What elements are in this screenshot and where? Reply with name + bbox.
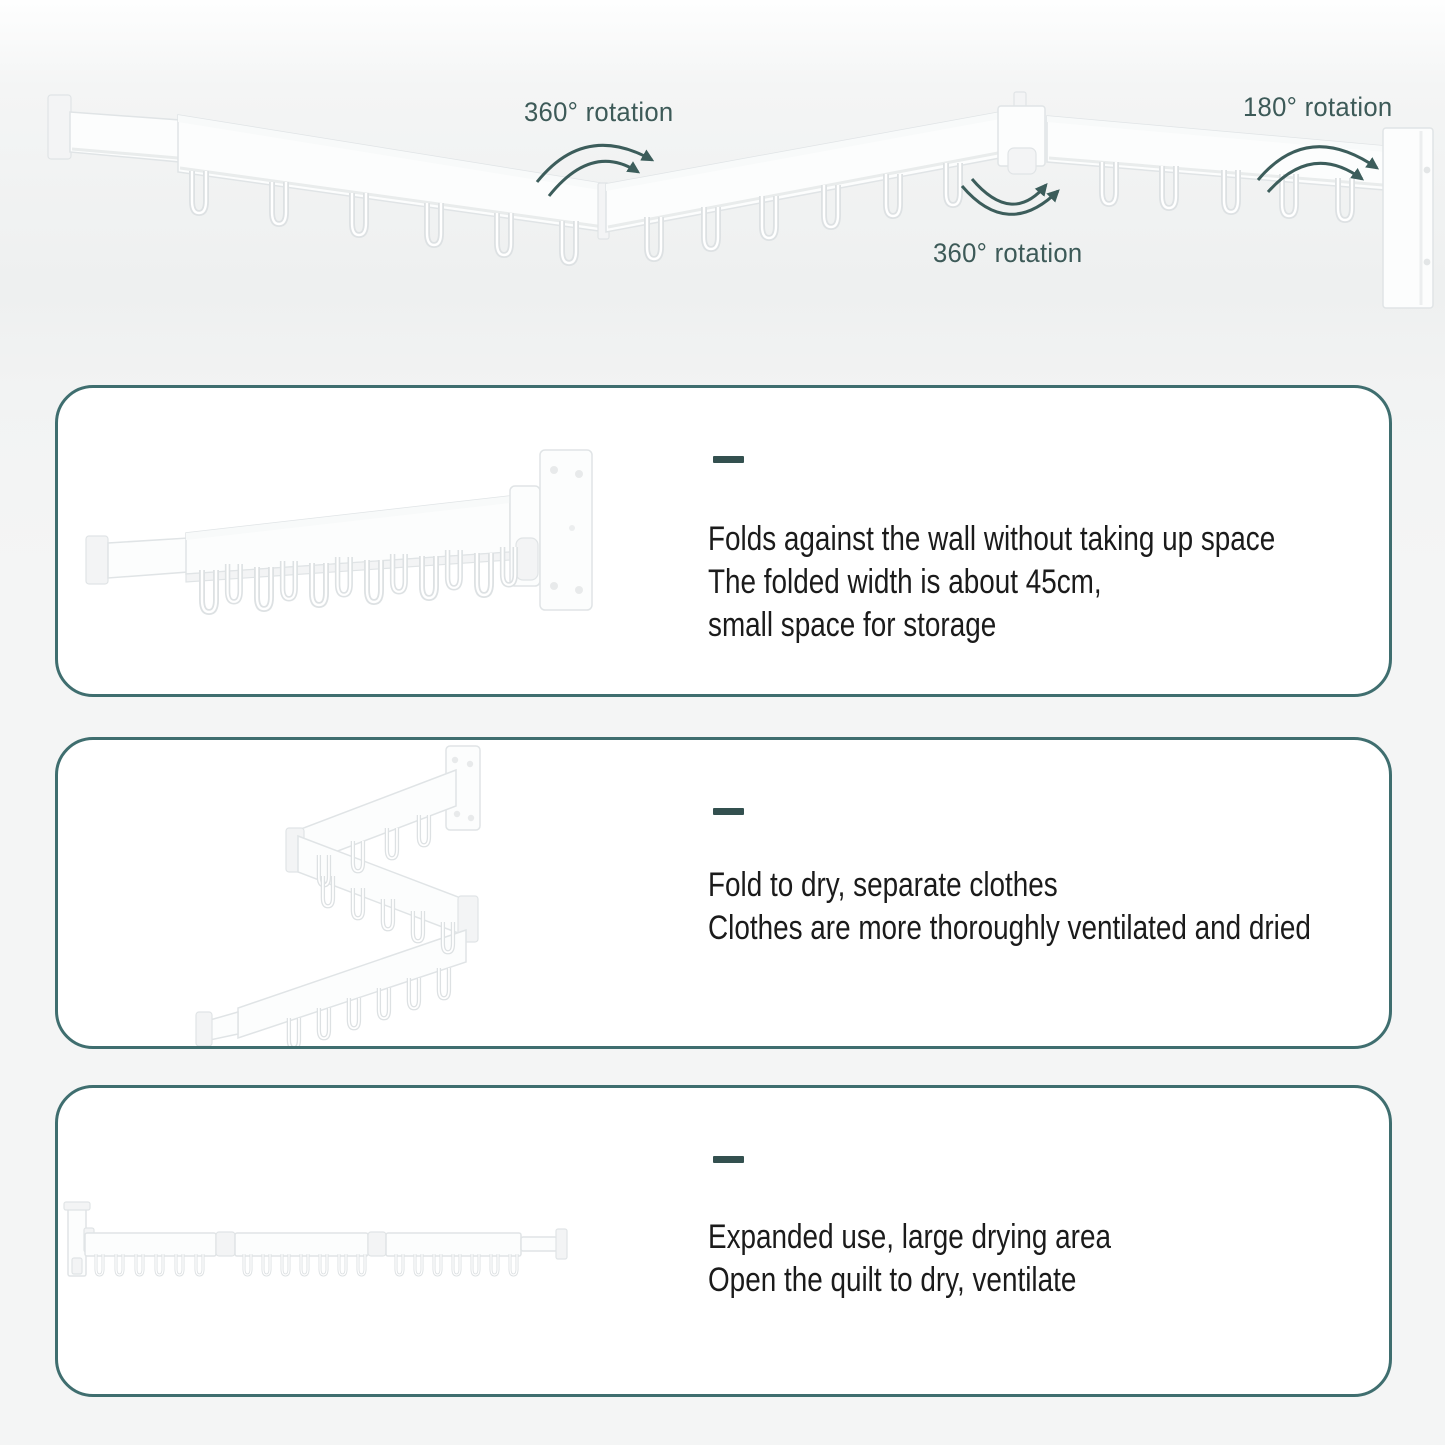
text-line: The folded width is about 45cm, [708, 563, 1102, 601]
annotation-180-right: 180° rotation [1243, 92, 1393, 122]
feature-panel-zigzag [55, 737, 1392, 1049]
annotation-360-left: 360° rotation [524, 97, 674, 127]
expanded-hooks [96, 1254, 517, 1275]
product-image-zigzag [58, 740, 618, 1046]
folded-wall-plate [540, 450, 592, 610]
feature-panel-folded [55, 385, 1392, 697]
hero-arm-left [178, 115, 609, 239]
hero-section [0, 0, 1445, 365]
hero-arm-right [1047, 116, 1385, 190]
hero-wall-mount [1383, 128, 1433, 308]
panel-text-zigzag [708, 864, 1443, 950]
text-line: Open the quilt to dry, ventilate [708, 1261, 1077, 1299]
text-line: Expanded use, large drying area [708, 1218, 1111, 1256]
text-line: Folds against the wall without taking up space [708, 520, 1276, 558]
hero-extension-rod [48, 95, 180, 162]
panel-text-folded [708, 518, 1400, 647]
dash-accent [713, 808, 744, 815]
annotation-360-middle: 360° rotation [933, 238, 1083, 268]
panel-text-expanded [708, 1216, 1199, 1302]
text-line: Fold to dry, separate clothes [708, 866, 1058, 904]
dash-accent [713, 1156, 744, 1163]
hero-middle-joint [998, 92, 1045, 174]
dash-accent [713, 456, 744, 463]
rotation-arrows-middle [962, 179, 1058, 214]
product-image-folded [58, 388, 618, 694]
text-line: small space for storage [708, 606, 997, 644]
feature-panel-expanded [55, 1085, 1392, 1397]
folded-extension-rod [86, 536, 188, 584]
product-image-expanded [58, 1088, 618, 1394]
hero-arm-middle [606, 112, 1000, 232]
text-line: Clothes are more thoroughly ventilated and dried [708, 909, 1311, 947]
hero-product-image [0, 0, 1445, 365]
